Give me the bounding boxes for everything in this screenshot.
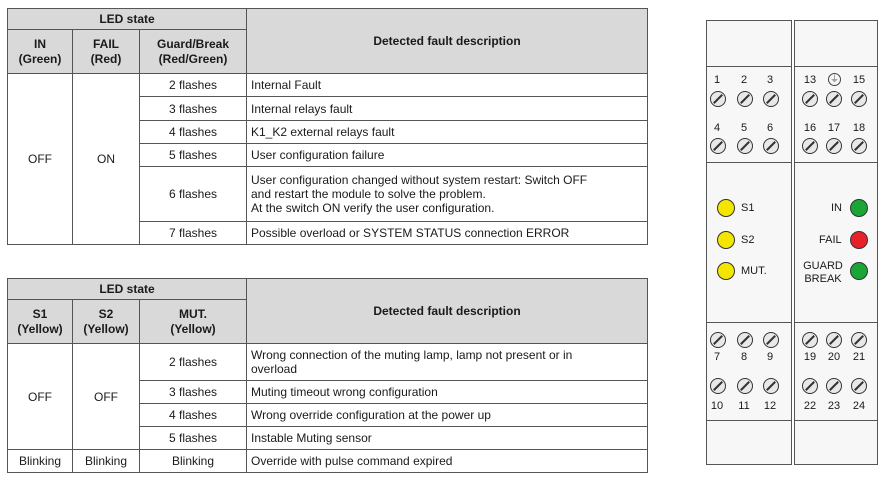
flash-count: 3 flashes [140, 97, 247, 121]
screw-terminal-icon [763, 332, 779, 348]
table-row [8, 344, 648, 381]
screw-terminal-icon [737, 378, 753, 394]
screw-terminal-icon [802, 138, 818, 154]
screw-terminal-icon [802, 91, 818, 107]
screw-terminal-icon [763, 91, 779, 107]
terminal-number: 1 [713, 74, 721, 86]
safety-module-diagram [706, 20, 878, 465]
screw-terminal-icon [851, 378, 867, 394]
terminal-number: 4 [713, 122, 721, 134]
s1-led-label: S1 [741, 202, 755, 214]
terminal-number: 15 [852, 74, 866, 86]
in-led-value: OFF [8, 74, 73, 245]
flash-count: 5 flashes [140, 144, 247, 167]
terminal-number: 2 [740, 74, 748, 86]
fault-description: Wrong connection of the muting lamp, lamp not present or in overload [247, 344, 648, 381]
screw-terminal-icon [710, 378, 726, 394]
screw-terminal-icon [710, 332, 726, 348]
terminal-number: 21 [852, 351, 866, 363]
in-led-icon [850, 199, 868, 217]
ground-icon: ⏚ [829, 74, 839, 84]
screw-terminal-icon [826, 91, 842, 107]
mut-led-value: Blinking [140, 450, 247, 473]
flash-count: 6 flashes [140, 167, 247, 222]
fault-description: Internal relays fault [247, 97, 648, 121]
screw-terminal-icon [763, 138, 779, 154]
fault-description: Possible overload or SYSTEM STATUS connection ERROR [247, 222, 648, 245]
fault-table-1 [7, 8, 648, 245]
screw-terminal-icon [763, 378, 779, 394]
table-row [8, 74, 648, 97]
screw-terminal-icon [802, 378, 818, 394]
flash-count: 2 flashes [140, 74, 247, 97]
in-led-label: IN [831, 202, 842, 214]
fault-description: Override with pulse command expired [247, 450, 648, 473]
screw-terminal-icon [737, 138, 753, 154]
flash-count: 5 flashes [140, 427, 247, 450]
terminal-number: 17 [827, 122, 841, 134]
flash-count: 2 flashes [140, 344, 247, 381]
screw-terminal-icon [851, 138, 867, 154]
fault-description: Internal Fault [247, 74, 648, 97]
led-state-header: LED state [8, 9, 247, 30]
terminal-number: 9 [766, 351, 774, 363]
fail-led-label: FAIL [819, 234, 842, 246]
terminal-number: 18 [852, 122, 866, 134]
terminal-number: 23 [827, 400, 841, 412]
terminal-number: 11 [738, 400, 750, 412]
s2-led-icon [717, 231, 735, 249]
flash-count: 7 flashes [140, 222, 247, 245]
screw-terminal-icon [851, 332, 867, 348]
fault-description: User configuration failure [247, 144, 648, 167]
guard-break-led-label: GUARD BREAK [803, 260, 843, 285]
screw-terminal-icon [826, 138, 842, 154]
terminal-number: 7 [713, 351, 721, 363]
col-header-s2: S2 (Yellow) [73, 300, 140, 344]
screw-terminal-icon [826, 378, 842, 394]
fault-description: User configuration changed without system restart: Switch OFF and restart the module to solve the problem. At the switch ON verify the user configuration. [247, 167, 648, 222]
fault-description: Instable Muting sensor [247, 427, 648, 450]
fault-description: Muting timeout wrong configuration [247, 381, 648, 404]
table-row [8, 450, 648, 473]
terminal-number: 3 [766, 74, 774, 86]
terminal-number: 20 [827, 351, 841, 363]
col-header-guard-break: Guard/Break (Red/Green) [140, 30, 247, 74]
terminal-number: 22 [803, 400, 817, 412]
screw-terminal-icon [710, 138, 726, 154]
terminal-number: 24 [852, 400, 866, 412]
mut-led-icon [717, 262, 735, 280]
terminal-number: 16 [803, 122, 817, 134]
screw-terminal-icon [851, 91, 867, 107]
s1-led-icon [717, 199, 735, 217]
led-state-header: LED state [8, 279, 247, 300]
fault-description-header: Detected fault description [247, 9, 648, 74]
fail-led-icon [850, 231, 868, 249]
screw-terminal-icon [802, 332, 818, 348]
s1-led-value: Blinking [8, 450, 73, 473]
terminal-number: 12 [763, 400, 777, 412]
s2-led-value: OFF [73, 344, 140, 450]
col-header-in: IN (Green) [8, 30, 73, 74]
screw-terminal-icon [737, 91, 753, 107]
fail-led-value: ON [73, 74, 140, 245]
s2-led-value: Blinking [73, 450, 140, 473]
guard-break-led-icon [850, 262, 868, 280]
s2-led-label: S2 [741, 234, 755, 246]
fault-table-2 [7, 278, 648, 473]
col-header-s1: S1 (Yellow) [8, 300, 73, 344]
terminal-number: 13 [803, 74, 817, 86]
col-header-fail: FAIL (Red) [73, 30, 140, 74]
col-header-mut: MUT. (Yellow) [140, 300, 247, 344]
terminal-number: 10 [710, 400, 724, 412]
fault-description: Wrong override configuration at the power up [247, 404, 648, 427]
flash-count: 4 flashes [140, 121, 247, 144]
fault-description-header: Detected fault description [247, 279, 648, 344]
terminal-number: 5 [740, 122, 748, 134]
screw-terminal-icon [737, 332, 753, 348]
screw-terminal-icon [826, 332, 842, 348]
flash-count: 4 flashes [140, 404, 247, 427]
s1-led-value: OFF [8, 344, 73, 450]
screw-terminal-icon [710, 91, 726, 107]
terminal-number: 8 [740, 351, 748, 363]
fault-description: K1_K2 external relays fault [247, 121, 648, 144]
terminal-number: 6 [766, 122, 774, 134]
mut-led-label: MUT. [741, 265, 767, 277]
flash-count: 3 flashes [140, 381, 247, 404]
terminal-number: 19 [803, 351, 817, 363]
